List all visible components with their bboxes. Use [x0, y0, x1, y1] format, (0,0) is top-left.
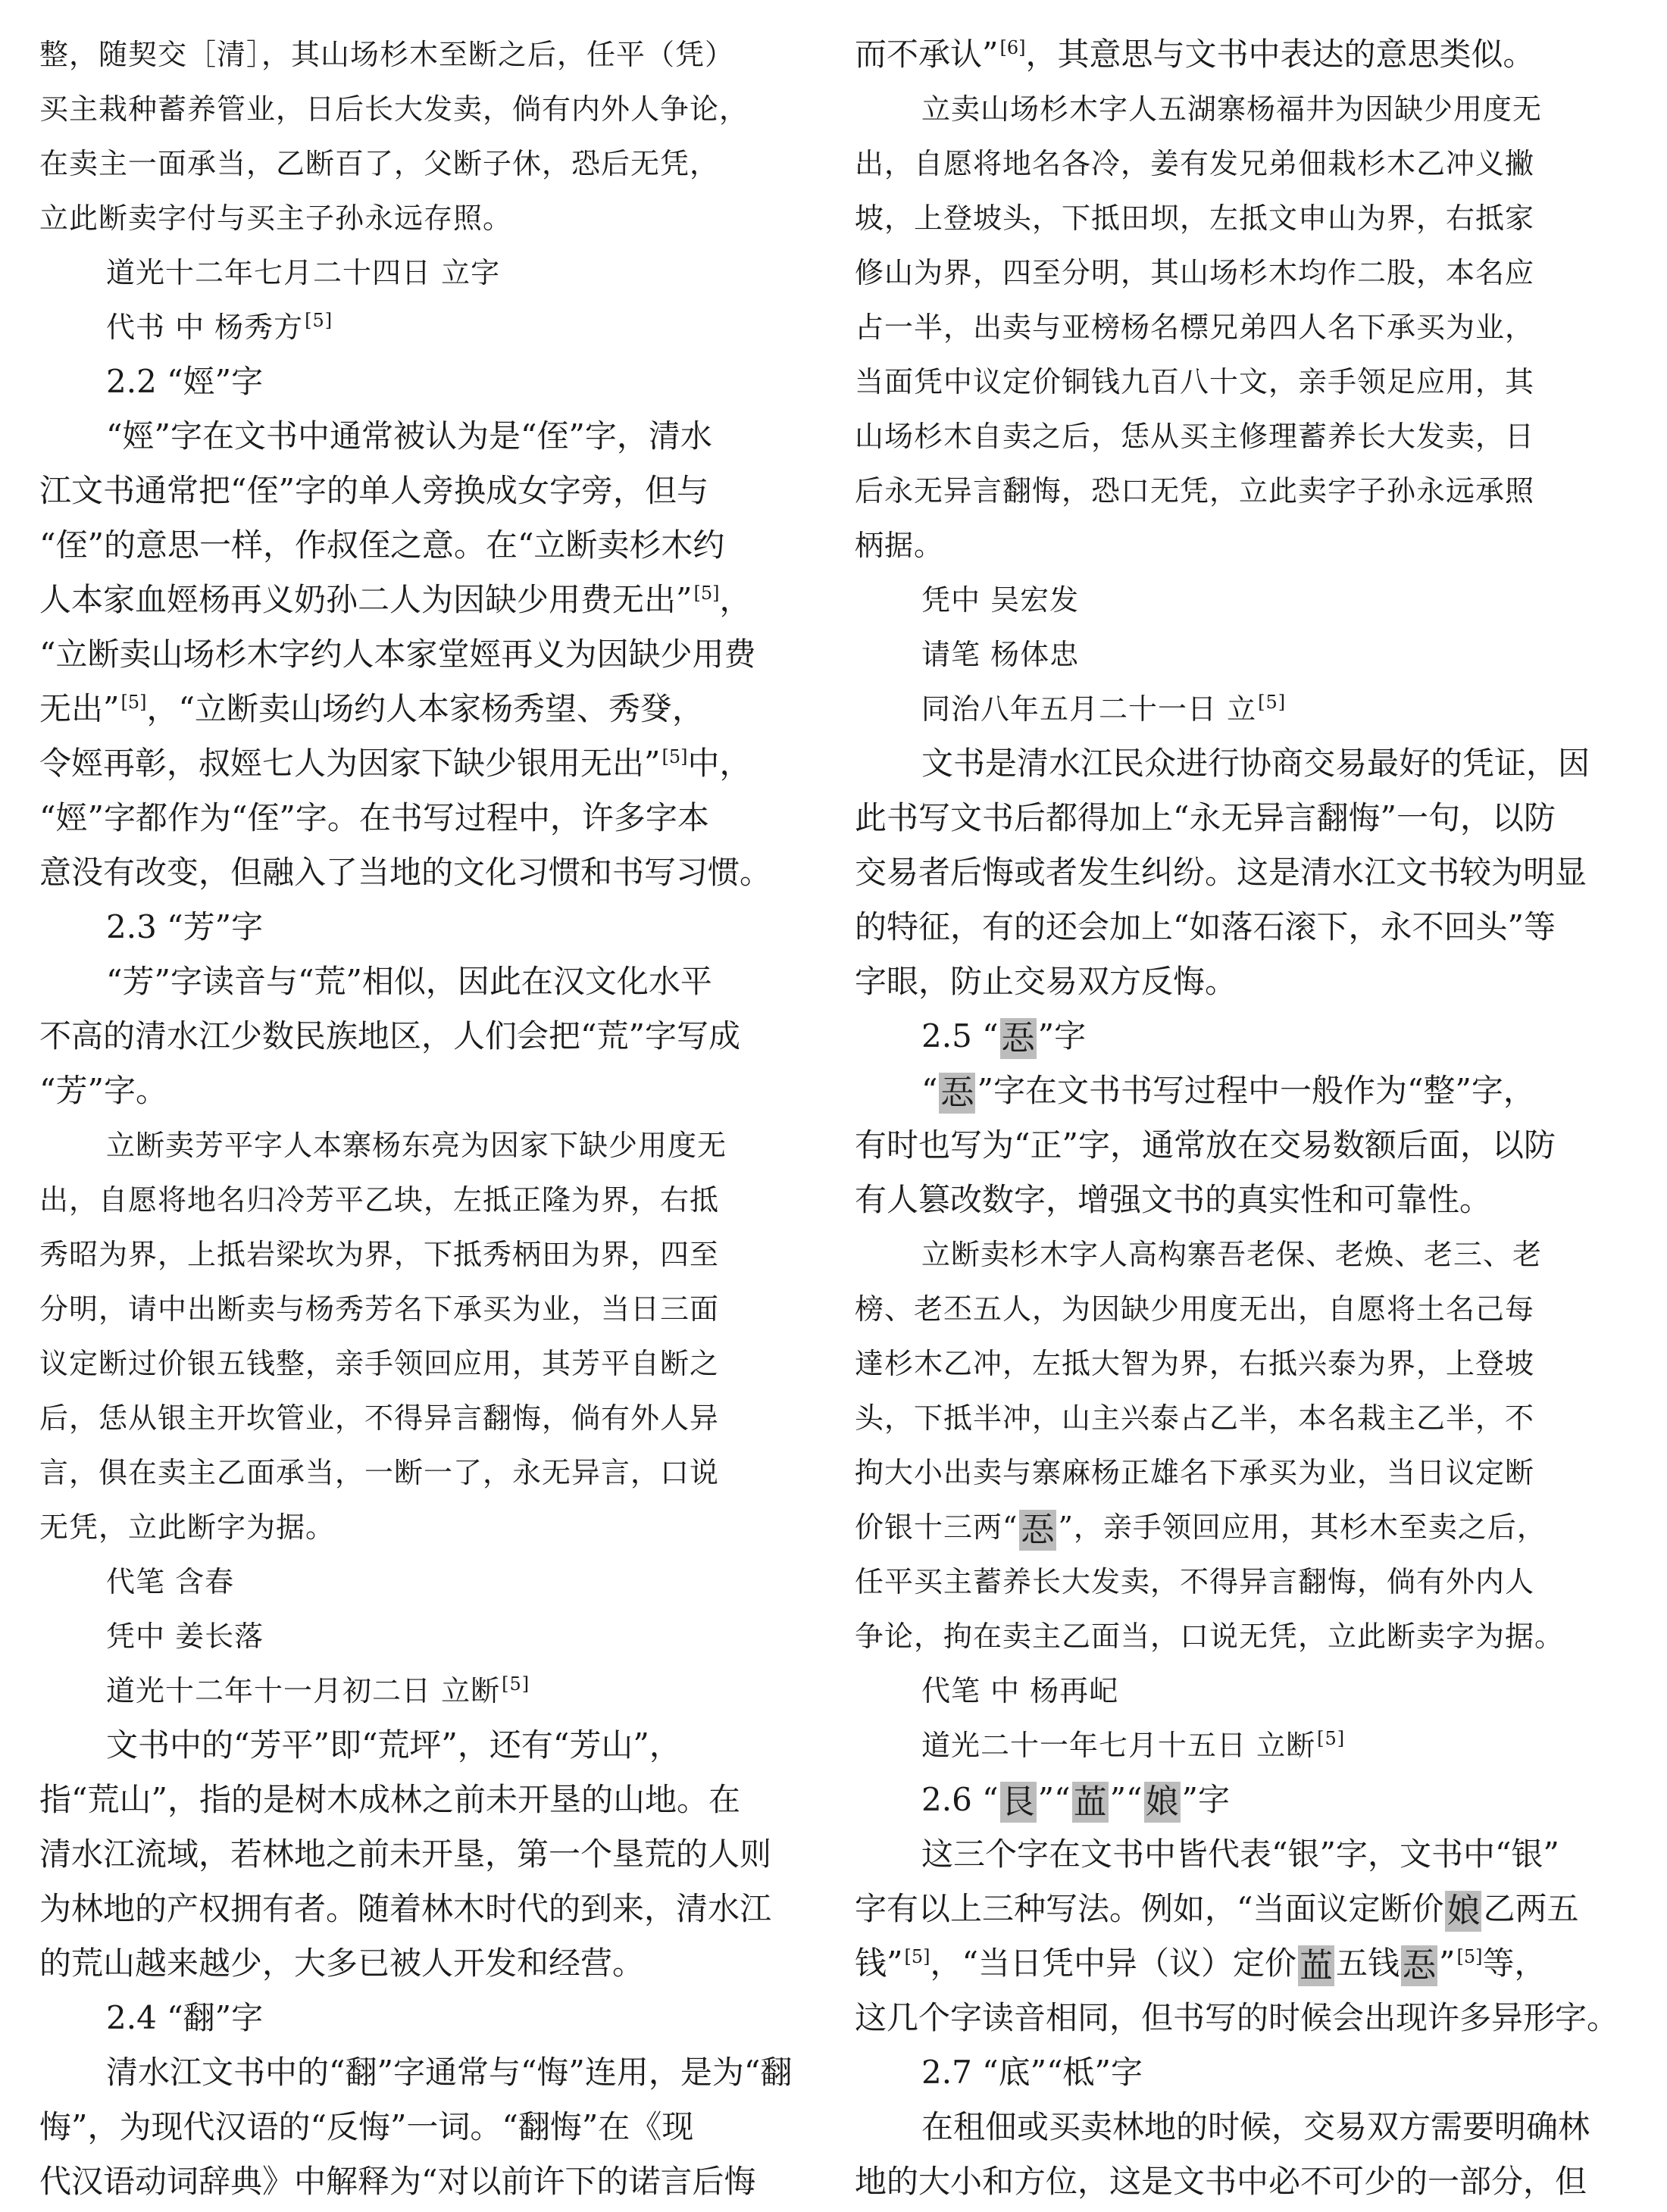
text-segment: ”，亲手领回应用，其杉木至卖之后， [1058, 1511, 1547, 1544]
quoted-document-line [855, 1282, 1629, 1336]
text-segment: ，“当日凭中异（议）定价 [930, 1945, 1296, 1982]
text-segment: 的荒山越来越少，大多已被人开发和经营。 [39, 1945, 645, 1982]
text-segment: 榜、老丕五人，为因缺少用度无出，自愿将土名己每 [855, 1292, 1535, 1326]
text-segment: 立卖山场杉木字人五湖寨杨福井为因缺少用度无 [921, 92, 1543, 126]
text-segment: 指“荒山”，指的是树木成林之前未开垦的山地。在 [39, 1781, 740, 1818]
text-segment: “芳”字读音与“荒”相似，因此在汉文化水平 [106, 963, 712, 1000]
quoted-document-line [855, 1554, 1629, 1609]
text-segment: 文书中的“芳平”即“荒坪”，还有“芳山”， [106, 1726, 681, 1764]
text-segment: 整，随契交［清］，其山场杉木至断之后，任平（凭） [39, 38, 735, 71]
text-segment: 凭中 吴宏发 [921, 583, 1080, 617]
citation-marker: [5] [693, 583, 720, 604]
text-segment: 人本家血娙杨再义奶孙二人为因缺少用费无出” [39, 581, 693, 618]
right-column [855, 27, 1629, 2209]
quoted-document-line [855, 1718, 1629, 1773]
text-segment: 而不承认” [855, 36, 999, 73]
text-segment: 后，恁从银主开坎管业，不得异言翻悔，倘有外人异 [39, 1401, 720, 1435]
quoted-document-line [855, 1445, 1629, 1500]
quoted-document-line [39, 136, 812, 191]
quoted-document-line [39, 1554, 812, 1609]
text-segment: 秀昭为界，上抵岩梁坎为界，下抵秀柄田为界，四至 [39, 1238, 720, 1271]
text-segment: 议定断过价银五钱整，亲手领回应用，其芳平自断之 [39, 1347, 720, 1380]
quoted-document-line [855, 573, 1629, 627]
text-line [855, 954, 1629, 1009]
quoted-document-line [855, 1391, 1629, 1445]
text-line [39, 1009, 812, 1064]
text-line [855, 2100, 1629, 2154]
quoted-document-line [39, 1227, 812, 1282]
text-segment: “ [921, 1072, 938, 1109]
text-segment: 道光十二年七月二十四日 立字 [106, 256, 501, 289]
text-line [39, 518, 812, 573]
quoted-document-line [39, 191, 812, 245]
text-segment: 无凭，立此断字为据。 [39, 1511, 336, 1544]
text-line [855, 1991, 1629, 2045]
text-line [855, 1173, 1629, 1227]
quoted-document-line [39, 1173, 812, 1227]
variant-character-glyph: 䒸 [1073, 1782, 1107, 1821]
quoted-document-line [39, 82, 812, 136]
text-segment: ”字在文书书写过程中一般作为“整”字， [977, 1072, 1535, 1109]
quoted-document-line [39, 300, 812, 355]
text-segment: ”字 [1037, 1017, 1087, 1054]
text-segment: 价银十三两“ [855, 1511, 1018, 1544]
text-segment: ”“ [1037, 1781, 1071, 1818]
citation-marker: [5] [1456, 1946, 1483, 1967]
text-segment: 的特征，有的还会加上“如落石滚下，永不回头”等 [855, 908, 1556, 945]
text-segment: 2.4 “翻”字 [106, 1999, 264, 2036]
text-segment: ”“ [1109, 1781, 1143, 1818]
text-segment: 占一半，出卖与亚榜杨名標兄弟四人名下承买为业， [855, 311, 1535, 344]
text-line [855, 1936, 1629, 1991]
text-segment: 2.2 “娙”字 [106, 363, 264, 400]
text-line [39, 682, 812, 736]
text-line [39, 573, 812, 627]
quoted-document-line [39, 1118, 812, 1173]
text-segment: 有时也写为“正”字，通常放在交易数额后面，以防 [855, 1126, 1556, 1164]
text-line [855, 1882, 1629, 1936]
text-segment: 2.7 “底”“柢”字 [921, 2054, 1143, 2091]
quoted-document-line [855, 245, 1629, 300]
text-line [855, 900, 1629, 954]
text-segment: 有人篡改数字，增强文书的真实性和可靠性。 [855, 1181, 1492, 1218]
quoted-document-line [39, 1391, 812, 1445]
quoted-document-line [855, 300, 1629, 355]
text-segment: 悔”，为现代汉语的“反悔”一词。“翻悔”在《现 [39, 2108, 694, 2145]
text-segment: 无出” [39, 690, 120, 727]
citation-marker: [5] [1317, 1728, 1346, 1750]
text-line [39, 2045, 812, 2100]
text-line [39, 736, 812, 791]
text-segment: “芳”字。 [39, 1072, 167, 1109]
text-segment: 凭中 姜长落 [106, 1620, 264, 1653]
text-segment: 代笔 中 杨再屺 [921, 1674, 1119, 1707]
text-line [39, 1936, 812, 1991]
quoted-document-line [855, 627, 1629, 682]
section-heading [39, 900, 812, 954]
text-segment: 争论，拘在卖主乙面当，口说无凭，立此断卖字为据。 [855, 1620, 1565, 1653]
text-segment: 这几个字读音相同，但书写的时候会出现许多异形字。 [855, 1999, 1619, 2036]
text-segment: 立此断卖字付与买主子孙永远存照。 [39, 202, 513, 235]
text-segment: 等， [1482, 1945, 1547, 1982]
text-segment: 买主栽种蓄养管业，日后长大发卖，倘有内外人争论， [39, 92, 749, 126]
text-segment: 地的大小和方位，这是文书中必不可少的一部分，但 [855, 2163, 1587, 2200]
text-segment: 修山为界，四至分明，其山场杉木均作二股，本名应 [855, 256, 1535, 289]
section-heading [855, 1009, 1629, 1064]
text-segment: “立断卖山场杉木字约人本家堂娙再义为因缺少用费 [39, 636, 756, 673]
text-segment: 同治八年五月二十一日 立 [921, 692, 1257, 726]
text-segment: ， [719, 581, 752, 618]
text-segment: 字有以上三种写法。例如，“当面议定断价 [855, 1890, 1444, 1927]
variant-character-glyph: 䒸 [1299, 1946, 1333, 1985]
text-segment: 请笔 杨体忠 [921, 638, 1080, 671]
text-line [39, 1773, 812, 1827]
text-segment: 清水江文书中的“翻”字通常与“悔”连用，是为“翻 [106, 2054, 793, 2091]
quoted-document-line [855, 1664, 1629, 1718]
text-line [855, 791, 1629, 845]
text-segment: 在租佃或买卖林地的时候，交易双方需要明确林 [921, 2108, 1590, 2145]
text-line [39, 845, 812, 900]
variant-character-glyph: 忢 [1001, 1019, 1035, 1058]
citation-marker: [5] [502, 1673, 530, 1695]
text-segment: 头，下抵半冲，山主兴泰占乙半，本名栽主乙半，不 [855, 1401, 1535, 1435]
text-line [39, 464, 812, 518]
text-segment: 代汉语动词辞典》中解释为“对以前许下的诺言后悔 [39, 2163, 756, 2200]
section-heading [855, 1773, 1629, 1827]
variant-character-glyph: 忢 [1021, 1510, 1056, 1549]
text-segment: 2.5 “ [921, 1017, 999, 1054]
quoted-document-line [855, 464, 1629, 518]
text-segment: 钱” [855, 1945, 903, 1982]
citation-marker: [5] [305, 310, 333, 332]
quoted-document-line [855, 682, 1629, 736]
text-line [855, 27, 1629, 82]
quoted-document-line [39, 1664, 812, 1718]
text-segment: ，“立断卖山场约人本家杨秀望、秀癹， [146, 690, 704, 727]
text-segment: 立断卖芳平字人本寨杨东亮为因家下缺少用度无 [106, 1129, 727, 1162]
text-segment: ”字 [1181, 1781, 1231, 1818]
variant-character-glyph: 忢 [940, 1073, 974, 1112]
text-segment: 这三个字在文书中皆代表“银”字，文书中“银” [921, 1836, 1559, 1873]
text-line [855, 2154, 1629, 2209]
variant-character-glyph: 娘 [1447, 1892, 1481, 1930]
quoted-document-line [39, 1609, 812, 1664]
text-segment: 为林地的产权拥有者。随着林木时代的到来，清水江 [39, 1890, 772, 1927]
quoted-document-line [855, 1336, 1629, 1391]
text-segment: 五钱 [1335, 1945, 1400, 1982]
quoted-document-line [855, 82, 1629, 136]
text-segment: 交易者后悔或者发生纠纷。这是清水江文书较为明显 [855, 854, 1587, 891]
text-segment: 道光十二年十一月初二日 立断 [106, 1674, 501, 1707]
text-line [39, 1064, 812, 1118]
text-line [39, 627, 812, 682]
text-line [39, 1718, 812, 1773]
quoted-document-line [855, 1500, 1629, 1554]
text-segment: 在卖主一面承当，乙断百了，父断子休，恐后无凭， [39, 147, 720, 180]
text-segment: 達杉木乙冲，左抵大智为界，右抵兴泰为界，上登坡 [855, 1347, 1535, 1380]
text-line [855, 1064, 1629, 1118]
section-heading [855, 2045, 1629, 2100]
text-line [855, 1118, 1629, 1173]
text-segment: 字眼，防止交易双方反悔。 [855, 963, 1237, 1000]
variant-character-glyph: 娘 [1145, 1782, 1179, 1821]
quoted-document-line [855, 355, 1629, 409]
text-segment: 立断卖杉木字人高构寨吾老保、老焕、老三、老 [921, 1238, 1543, 1271]
quoted-document-line [39, 1500, 812, 1554]
quoted-document-line [39, 1336, 812, 1391]
text-segment: 分明，请中出断卖与杨秀芳名下承买为业，当日三面 [39, 1292, 720, 1326]
text-line [855, 1827, 1629, 1882]
text-segment: 意没有改变，但融入了当地的文化习惯和书写习惯。 [39, 854, 772, 891]
text-segment: 当面凭中议定价铜钱九百八十文，亲手领足应用，其 [855, 365, 1535, 398]
text-segment: 乙两五 [1483, 1890, 1579, 1927]
text-segment: 江文书通常把“侄”字的单人旁换成女字旁，但与 [39, 472, 708, 509]
citation-marker: [5] [904, 1946, 930, 1967]
text-segment: 言，俱在卖主乙面承当，一断一了，永无异言，口说 [39, 1456, 720, 1489]
text-segment: 代书 中 杨秀方 [106, 311, 304, 344]
text-segment: 山场杉木自卖之后，恁从买主修理蓄养长大发卖，日 [855, 420, 1535, 453]
text-segment: 清水江流域，若林地之前未开垦，第一个垦荒的人则 [39, 1836, 772, 1873]
quoted-document-line [855, 136, 1629, 191]
text-segment: ，其意思与文书中表达的意思类似。 [1025, 36, 1535, 73]
text-segment: 2.6 “ [921, 1781, 999, 1818]
text-line [39, 2100, 812, 2154]
quoted-document-line [39, 1282, 812, 1336]
text-segment: 出，自愿将地名各冷，姜有发兄弟佃栽杉木乙冲义撇 [855, 147, 1535, 180]
text-segment: 文书是清水江民众进行协商交易最好的凭证，因 [921, 745, 1590, 782]
text-segment: 出，自愿将地名归冷芳平乙块，左抵正隆为界，右抵 [39, 1183, 720, 1217]
quoted-document-line [39, 245, 812, 300]
text-segment: “娙”字都作为“侄”字。在书写过程中，许多字本 [39, 799, 709, 836]
text-segment: “娙”字在文书中通常被认为是“侄”字，清水 [106, 417, 712, 455]
quoted-document-line [855, 1227, 1629, 1282]
text-line [39, 1882, 812, 1936]
section-heading [39, 1991, 812, 2045]
text-segment: 坡，上登坡头，下抵田坝，左抵文申山为界，右抵家 [855, 202, 1535, 235]
quoted-document-line [855, 518, 1629, 573]
text-segment: 令娙再彰，叔娙七人为因家下缺少银用无出” [39, 745, 661, 782]
text-line [39, 791, 812, 845]
citation-marker: [5] [661, 746, 688, 767]
text-segment: 不高的清水江少数民族地区，人们会把“荒”字写成 [39, 1017, 740, 1054]
text-segment: 2.3 “芳”字 [106, 908, 264, 945]
text-segment: 此书写文书后都得加上“永无异言翻悔”一句，以防 [855, 799, 1556, 836]
citation-marker: [5] [1258, 692, 1287, 714]
text-line [855, 845, 1629, 900]
text-segment: 柄据。 [855, 529, 944, 562]
quoted-document-line [855, 1609, 1629, 1664]
text-line [39, 409, 812, 464]
citation-marker: [5] [120, 692, 147, 713]
variant-character-glyph: 艮 [1001, 1782, 1035, 1821]
quoted-document-line [39, 1445, 812, 1500]
text-segment: 道光二十一年七月十五日 立断 [921, 1729, 1316, 1762]
text-line [39, 1827, 812, 1882]
text-line [855, 736, 1629, 791]
left-column [39, 27, 812, 2209]
text-segment: 拘大小出卖与寨麻杨正雄名下承买为业，当日议定断 [855, 1456, 1535, 1489]
text-segment: 任平买主蓄养长大发卖，不得异言翻悔，倘有外内人 [855, 1565, 1535, 1598]
text-segment: 代笔 含春 [106, 1565, 235, 1598]
text-segment: “侄”的意思一样，作叔侄之意。在“立断卖杉木约 [39, 526, 725, 564]
quoted-document-line [855, 409, 1629, 464]
quoted-document-line [855, 191, 1629, 245]
text-segment: 后永无异言翻悔，恐口无凭，立此卖字子孙永远承照 [855, 474, 1535, 508]
text-line [39, 954, 812, 1009]
text-segment: 中， [687, 745, 752, 782]
text-line [39, 2154, 812, 2209]
section-heading [39, 355, 812, 409]
quoted-document-line [39, 27, 812, 82]
citation-marker: [6] [999, 37, 1026, 58]
text-segment: ” [1438, 1945, 1456, 1982]
variant-character-glyph: 忢 [1402, 1946, 1436, 1985]
